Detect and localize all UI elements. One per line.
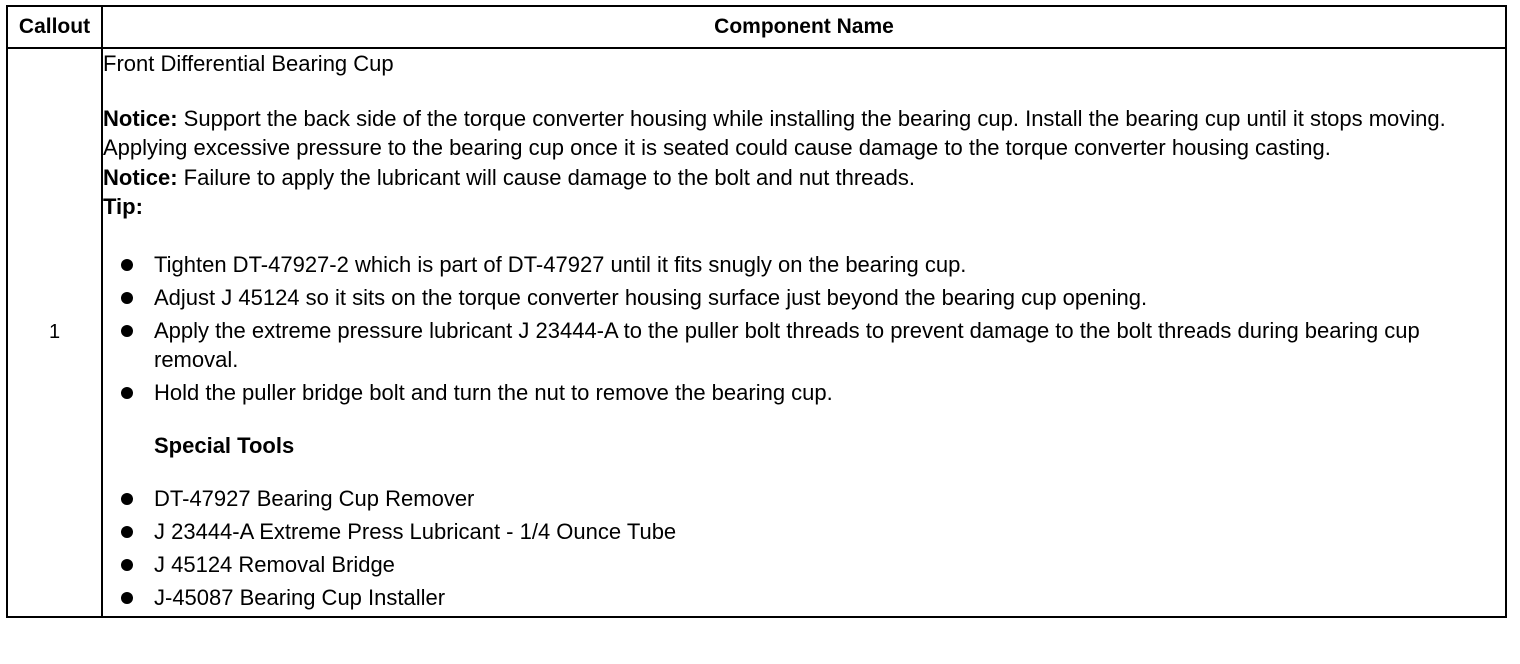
bullet-icon (121, 259, 133, 271)
list-item (103, 378, 1505, 408)
list-item (103, 550, 1505, 580)
notice-block (103, 104, 1505, 222)
callout-number: 1 (7, 48, 102, 617)
component-name: Front Differential Bearing Cup (103, 51, 394, 76)
list-item (103, 316, 1505, 375)
procedure-steps-list (103, 250, 1505, 408)
special-tools-heading: Special Tools (154, 432, 295, 458)
notice-label: Notice: (103, 105, 178, 131)
notice-1 (103, 104, 1505, 163)
bullet-icon (121, 493, 133, 505)
bullet-icon (121, 325, 133, 337)
tool-text: J 45124 Removal Bridge (154, 552, 395, 577)
list-item (103, 250, 1505, 280)
step-text: Adjust J 45124 so it sits on the torque converter housing surface just beyond the bearing cup opening. (154, 284, 1148, 310)
list-item (103, 517, 1505, 547)
table-header-row (7, 6, 1506, 48)
bullet-icon (121, 559, 133, 571)
notice-text: Failure to apply the lubricant will cause damage to the bolt and nut threads. (177, 164, 916, 190)
notice-text: Support the back side of the torque converter housing while installing the bearing cup. Install the bearing cup until it stops moving. Applying excessive pressure to the bearing cup once it is seated could cause damage to the torque converter housing casting. (103, 105, 1446, 160)
tool-text: DT-47927 Bearing Cup Remover (154, 486, 475, 511)
component-cell (102, 48, 1506, 617)
step-text: Apply the extreme pressure lubricant J 23444-A to the puller bolt threads to prevent damage to the bolt threads during bearing cup removal. (154, 317, 1420, 372)
step-text: Hold the puller bridge bolt and turn the nut to remove the bearing cup. (154, 380, 833, 405)
procedure-table (6, 5, 1507, 618)
special-tools-list (103, 484, 1505, 613)
list-item (103, 484, 1505, 514)
tool-text: J 23444-A Extreme Press Lubricant - 1/4 Ounce Tube (154, 519, 677, 544)
table-row (7, 48, 1506, 617)
notice-2 (103, 163, 1505, 193)
step-text: Tighten DT-47927-2 which is part of DT-47927 until it fits snugly on the bearing cup. (154, 251, 967, 277)
tool-text: J-45087 Bearing Cup Installer (154, 585, 446, 610)
tip-label: Tip: (103, 194, 143, 219)
callout-column-header: Callout (7, 6, 102, 48)
list-item (103, 583, 1505, 613)
bullet-icon (121, 592, 133, 604)
bullet-icon (121, 526, 133, 538)
bullet-icon (121, 292, 133, 304)
list-item (103, 283, 1505, 313)
component-name-column-header: Component Name (102, 6, 1506, 48)
notice-label: Notice: (103, 164, 178, 190)
bullet-icon (121, 387, 133, 399)
